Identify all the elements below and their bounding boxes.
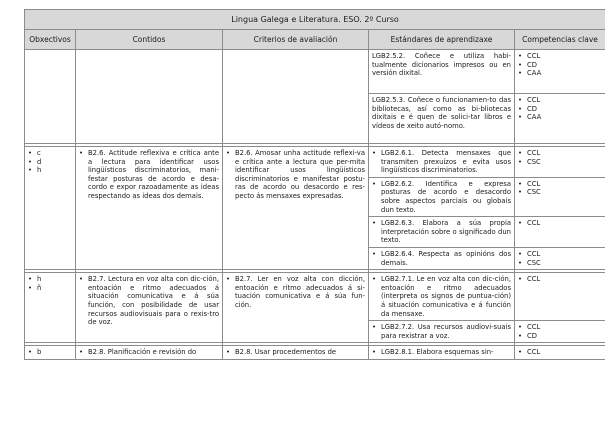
header-standards: Estándares de aprendizaxe <box>369 30 515 50</box>
standard-cell: • LGB2.7.1. Le en voz alta con dic-ción, entoación e ritmo adecuados (interpreta os signos de puntua-ción) á situación comunicativa e á función da mensaxe. <box>369 273 515 321</box>
competences-cell: • CCL • CSC <box>515 147 606 178</box>
curriculum-table <box>24 9 605 360</box>
competences-cell: • CCL • CD • CAA <box>515 94 606 144</box>
bullet-icon: • <box>518 52 523 60</box>
bullet-icon: • <box>226 348 231 357</box>
bullet-icon: • <box>28 348 33 357</box>
bullet-icon: • <box>518 104 523 113</box>
bullet-icon: • <box>79 149 84 157</box>
bullet-icon: • <box>518 275 523 284</box>
bullet-icon: • <box>518 258 523 267</box>
content-cell <box>76 50 223 144</box>
criterion-cell: • B2.7. Ler en voz alta con dicción, entoación e ritmo adecuados á si-tuación comunicativa e á súa fun-ción. <box>223 273 369 343</box>
bullet-icon: • <box>372 179 377 188</box>
standard-cell: • LGB2.7.2. Usa recursos audiovi-suais para rexistrar a voz. <box>369 321 515 343</box>
bullet-icon: • <box>372 149 377 157</box>
standard-cell: LGB2.5.2. Coñece e utiliza habi-tualmente dicionarios impresos ou en versión dixital. <box>369 50 515 94</box>
bullet-icon: • <box>518 157 523 166</box>
header-contents: Contidos <box>76 30 223 50</box>
content-cell: • B2.6. Actitude reflexiva e crítica ante a lectura para identificar usos lingüísticos discriminatorios, mani-festar posturas de acordo e desa-cordo e expor razoadamente as ideas respectando as ideas dos demais. <box>76 147 223 270</box>
objectives-cell: • b <box>25 346 76 360</box>
table-row <box>25 50 606 94</box>
bullet-icon: • <box>226 149 231 157</box>
header-criteria: Criterios de avaliación <box>223 30 369 50</box>
bullet-icon: • <box>518 179 523 188</box>
bullet-icon: • <box>28 157 33 166</box>
competences-cell: • CCL <box>515 273 606 321</box>
competences-cell: • CCL • CD <box>515 321 606 343</box>
objectives-cell: • c • d • h <box>25 147 76 270</box>
table-row <box>25 273 606 321</box>
competences-cell: • CCL • CD • CAA <box>515 50 606 94</box>
bullet-icon: • <box>372 275 377 284</box>
standard-cell: • LGB2.6.2. Identifica e expresa posturas de acordo e desacordo sobre aspectos parciais ou globais dun texto. <box>369 177 515 216</box>
bullet-icon: • <box>79 348 84 357</box>
content-cell: • B2.8. Planificación e revisión do <box>76 346 223 360</box>
bullet-icon: • <box>28 283 33 292</box>
curriculum-table-page <box>24 9 605 439</box>
criterion-cell: • B2.6. Amosar unha actitude reflexi-va e crítica ante a lectura que per-mita identificar usos lingüísticos discriminatorios e manifestar postu-ras de acordo ou desacordo e res-pecto ás mensaxes expresadas. <box>223 147 369 270</box>
bullet-icon: • <box>518 348 523 357</box>
bullet-icon: • <box>518 96 523 104</box>
bullet-icon: • <box>518 323 523 332</box>
table-row <box>25 346 606 360</box>
objectives-cell: • h • ñ <box>25 273 76 343</box>
bullet-icon: • <box>518 60 523 69</box>
bullet-icon: • <box>518 331 523 340</box>
competences-cell: • CCL • CSC <box>515 177 606 216</box>
criterion-cell: • B2.8. Usar procedementos de <box>223 346 369 360</box>
criterion-cell <box>223 50 369 144</box>
objectives-cell <box>25 50 76 144</box>
standard-cell: • LGB2.6.1. Detecta mensaxes que transmiten prexuízos e evita usos lingüísticos discriminatorios. <box>369 147 515 178</box>
bullet-icon: • <box>518 219 523 228</box>
bullet-icon: • <box>372 249 377 258</box>
standard-cell: • LGB2.6.3. Elabora a súa propia interpretación sobre o significado dun texto. <box>369 217 515 248</box>
standard-cell: LGB2.5.3. Coñece o funcionamen-to das bibliotecas, así como as bi-bliotecas dixitais e é quen de solici-tar libros e vídeos de xeito autó-nomo. <box>369 94 515 144</box>
header-competences: Competencias clave <box>515 30 606 50</box>
bullet-icon: • <box>28 166 33 175</box>
bullet-icon: • <box>226 275 231 284</box>
bullet-icon: • <box>372 219 377 228</box>
bullet-icon: • <box>518 113 523 122</box>
bullet-icon: • <box>28 275 33 284</box>
competences-cell: • CCL <box>515 217 606 248</box>
bullet-icon: • <box>518 249 523 258</box>
bullet-icon: • <box>372 323 377 332</box>
table-title: Lingua Galega e Literatura. ESO. 2º Curso <box>25 10 606 30</box>
header-objectives: Obxectivos <box>25 30 76 50</box>
competences-cell: • CCL <box>515 346 606 360</box>
bullet-icon: • <box>79 275 84 284</box>
bullet-icon: • <box>518 149 523 157</box>
table-row <box>25 147 606 178</box>
standard-cell: • LGB2.8.1. Elabora esquemas sin- <box>369 346 515 360</box>
bullet-icon: • <box>28 149 33 157</box>
bullet-icon: • <box>518 69 523 78</box>
competences-cell: • CCL • CSC <box>515 247 606 269</box>
standard-cell: • LGB2.6.4. Respecta as opinións dos demais. <box>369 247 515 269</box>
content-cell: • B2.7. Lectura en voz alta con dic-ción, entoación e ritmo adecuados á situación comunicativa e á súa función, con posibilidade de usar recursos audiovisuais para o rexis-tro de voz. <box>76 273 223 343</box>
bullet-icon: • <box>372 348 377 357</box>
bullet-icon: • <box>518 188 523 197</box>
